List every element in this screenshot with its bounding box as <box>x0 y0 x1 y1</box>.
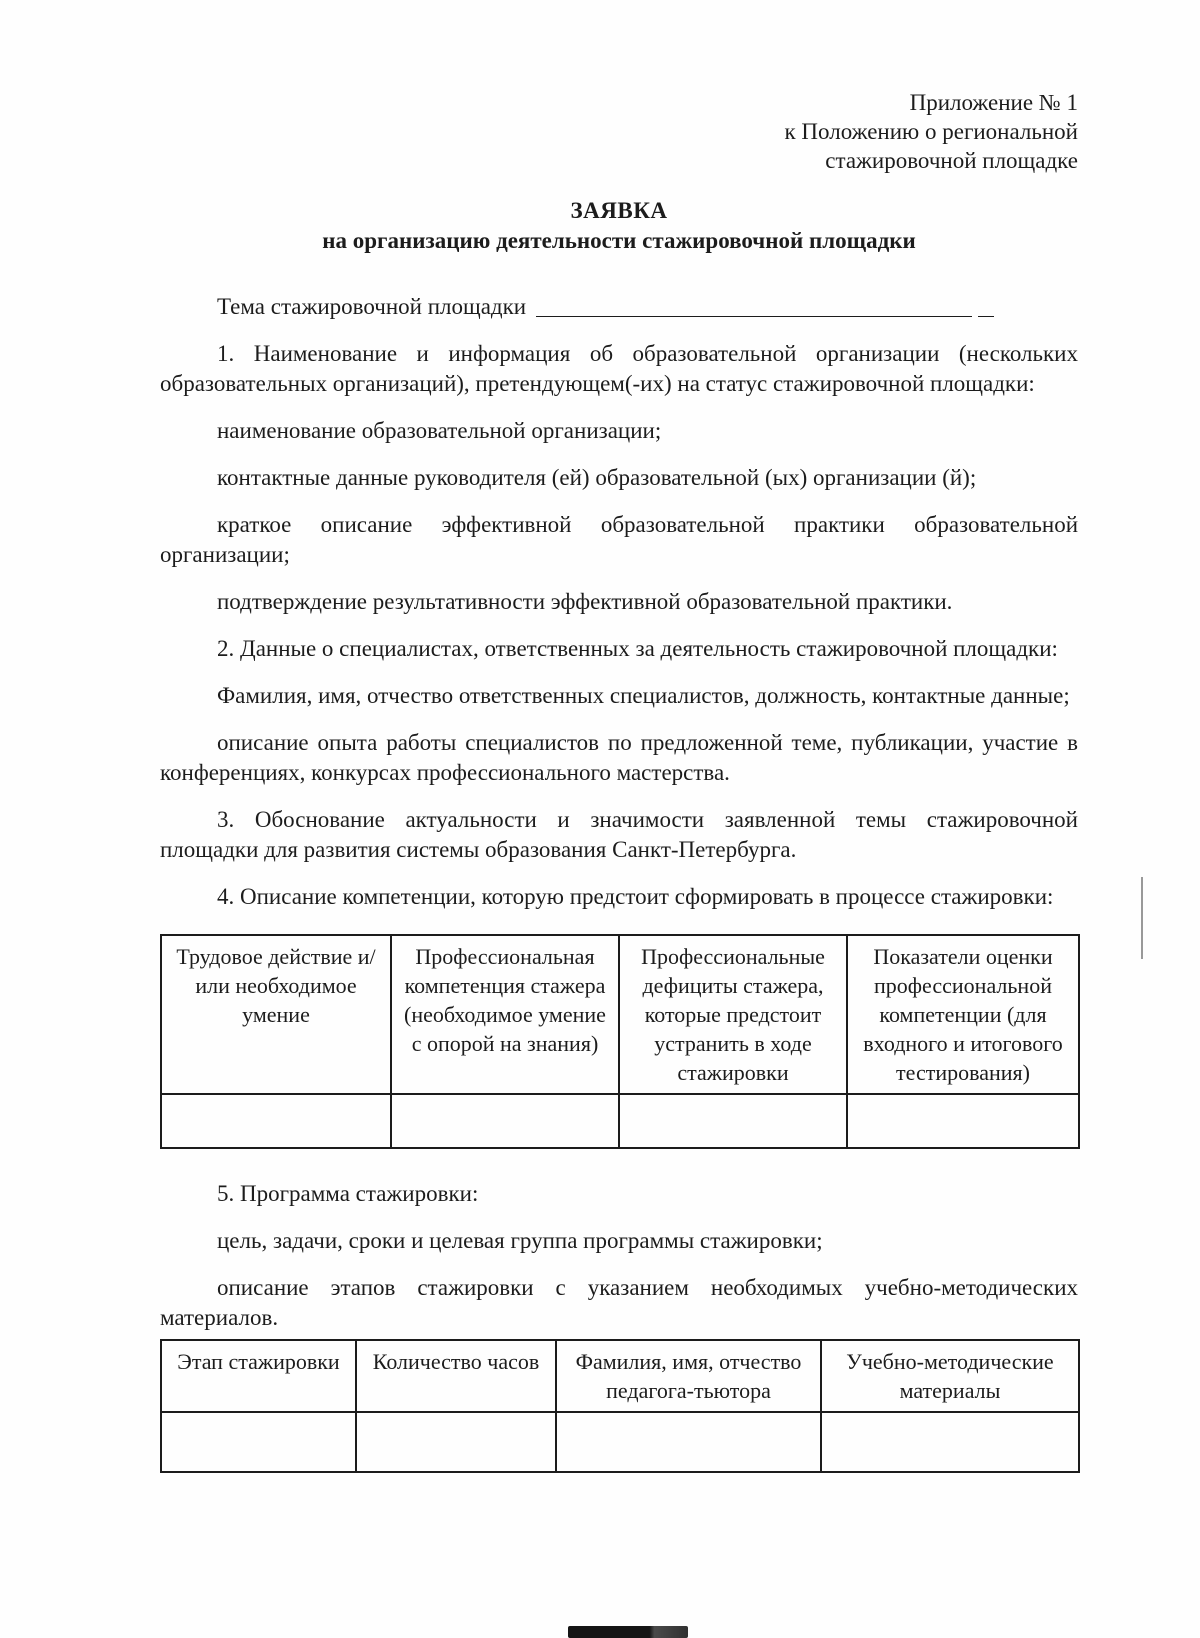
document-subtitle: на организацию деятельности стажировочной площадки <box>322 228 916 253</box>
document-content <box>160 0 1078 1473</box>
scan-artifact-line <box>1141 877 1143 959</box>
competency-table-header-deficits: Профессиональные дефициты стажера, которые предстоит устранить в ходе стажировки <box>619 935 847 1094</box>
annex-line-3: стажировочной площадке <box>825 148 1078 173</box>
competency-table-empty-cell <box>161 1094 391 1148</box>
paragraph-section-1: 1. Наименование и информация об образовательной организации (нескольких образовательных организаций), претендующем(-их) на статус стажировочной площадки: <box>160 341 1078 396</box>
program-table-empty-cell <box>821 1412 1079 1472</box>
paragraph-specialists-names: Фамилия, имя, отчество ответственных специалистов, должность, контактные данные; <box>217 683 1070 708</box>
program-table-header-stage: Этап стажировки <box>161 1340 356 1412</box>
program-table-empty-cell <box>161 1412 356 1472</box>
program-table-empty-cell <box>556 1412 821 1472</box>
paragraph-section-5: 5. Программа стажировки: <box>217 1181 479 1206</box>
paragraph-contacts: контактные данные руководителя (ей) образовательной (ых) организации (й); <box>217 465 977 490</box>
program-table-header-materials: Учебно-методические материалы <box>821 1340 1079 1412</box>
program-table-header-tutor: Фамилия, имя, отчество педагога-тьютора <box>556 1340 821 1412</box>
competency-table-header-row <box>161 935 1079 1094</box>
program-table-header-hours: Количество часов <box>356 1340 556 1412</box>
paragraph-section-4: 4. Описание компетенции, которую предстоит сформировать в процессе стажировки: <box>217 884 1054 909</box>
paragraph-section-3: 3. Обоснование актуальности и значимости заявленной темы стажировочной площадки для развития системы образования Санкт-Петербурга. <box>160 807 1078 862</box>
program-table-empty-row <box>161 1412 1079 1472</box>
program-table-empty-cell <box>356 1412 556 1472</box>
annex-line-2: к Положению о региональной <box>784 119 1078 144</box>
document-title: ЗАЯВКА <box>570 198 668 223</box>
paragraph-specialists-experience: описание опыта работы специалистов по предложенной теме, публикации, участие в конференциях, конкурсах профессионального мастерства. <box>160 730 1078 785</box>
paragraph-org-name: наименование образовательной организации; <box>217 418 662 443</box>
competency-table-empty-cell <box>391 1094 619 1148</box>
competency-table-empty-cell <box>847 1094 1079 1148</box>
theme-underline <box>536 316 972 317</box>
theme-row <box>160 292 1078 322</box>
paragraph-practice-description: краткое описание эффективной образовательной практики образовательной организации; <box>160 512 1078 567</box>
competency-table <box>160 934 1080 1149</box>
competency-table-empty-row <box>161 1094 1079 1148</box>
program-table-header-row <box>161 1340 1079 1412</box>
competency-table-header-indicators: Показатели оценки профессиональной компетенции (для входного и итогового тестирования) <box>847 935 1079 1094</box>
paragraph-practice-confirmation: подтверждение результативности эффективной образовательной практики. <box>217 589 953 614</box>
paragraph-program-goal: цель, задачи, сроки и целевая группа программы стажировки; <box>217 1228 823 1253</box>
theme-underline-dash <box>978 316 994 317</box>
competency-table-empty-cell <box>619 1094 847 1148</box>
competency-table-header-action: Трудовое действие и/или необходимое умение <box>161 935 391 1094</box>
paragraph-section-2: 2. Данные о специалистах, ответственных за деятельность стажировочной площадки: <box>217 636 1058 661</box>
program-table <box>160 1339 1080 1473</box>
theme-label: Тема стажировочной площадки <box>217 294 527 319</box>
annex-block <box>160 0 1078 175</box>
paragraph-program-stages: описание этапов стажировки с указанием необходимых учебно-методических материалов. <box>160 1275 1078 1330</box>
scan-artifact-smudge <box>568 1626 688 1638</box>
competency-table-header-competence: Профессиональная компетенция стажера (необходимое умение с опорой на знания) <box>391 935 619 1094</box>
annex-line-1: Приложение № 1 <box>909 90 1078 115</box>
